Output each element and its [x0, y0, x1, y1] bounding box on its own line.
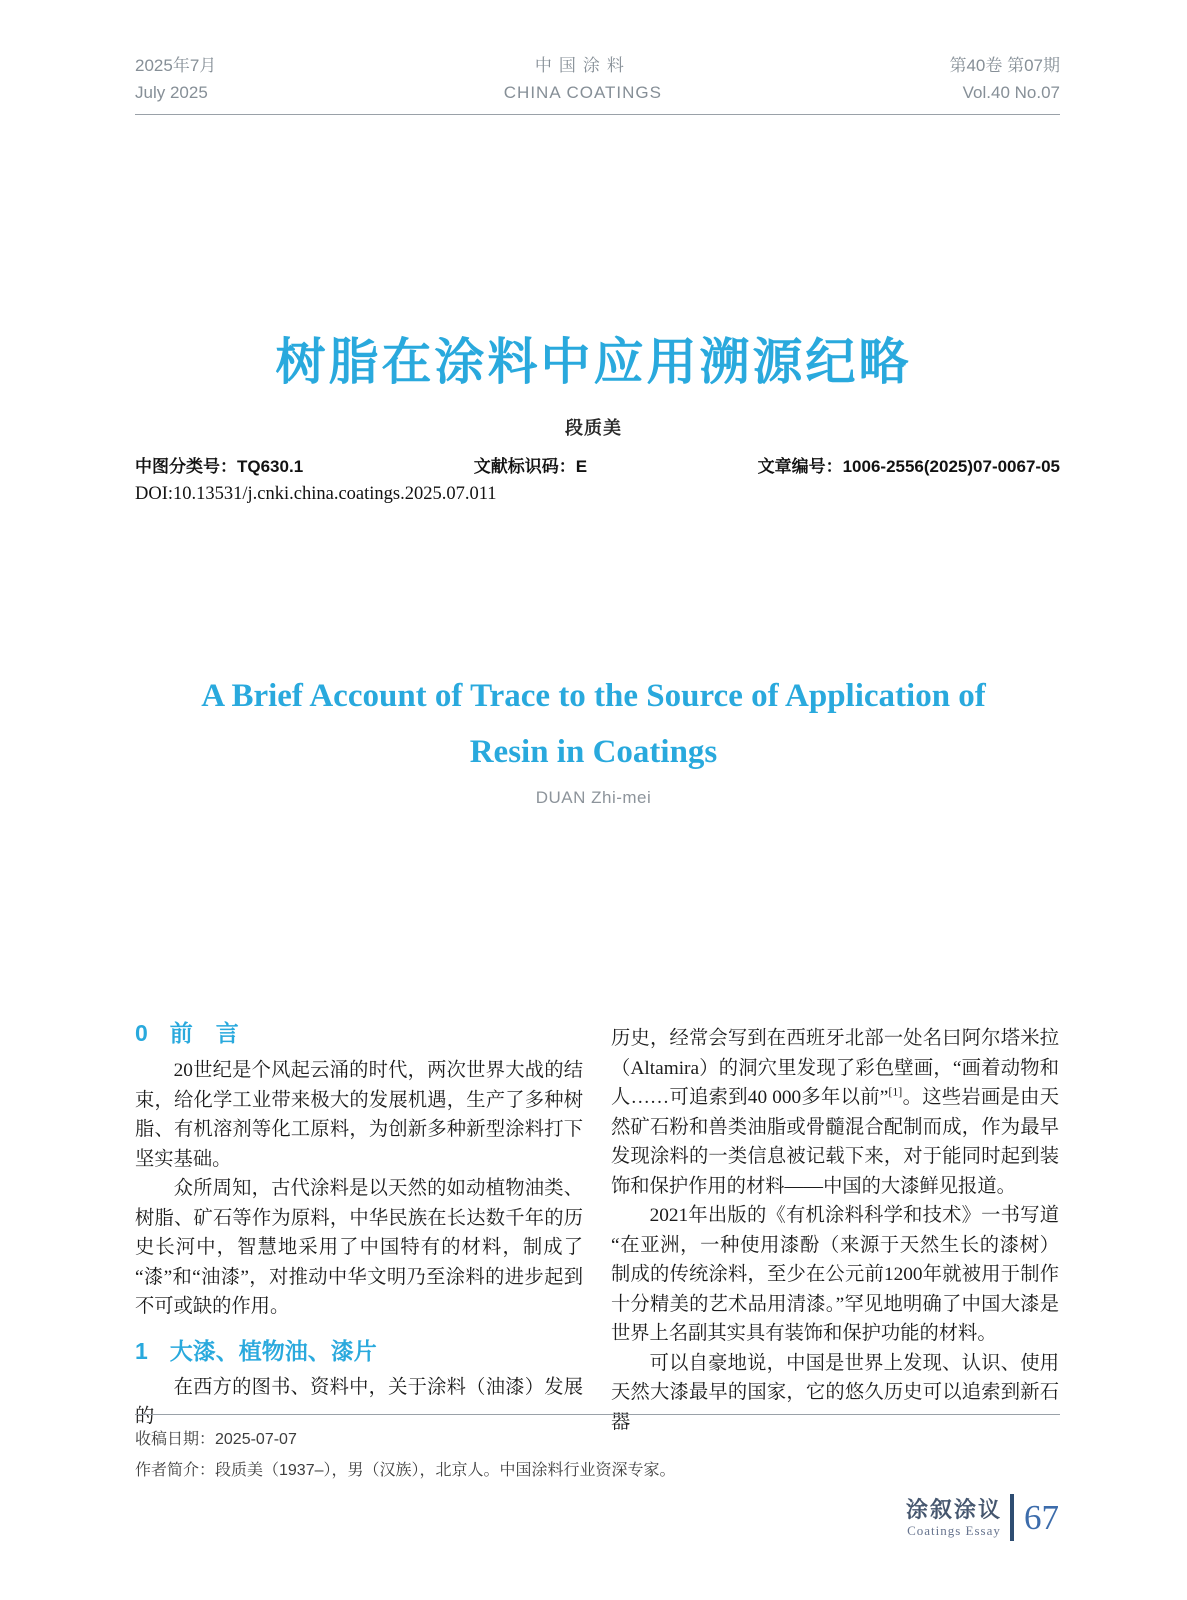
- page-number: 67: [1024, 1498, 1059, 1537]
- paragraph-section1-cont-text: 历史，经常会写到在西班牙北部一处名曰阿尔塔米拉（Altamira）的洞穴里发现了彩色壁画，“画着动物和人……可追索到40 000多年以前”: [611, 1028, 1059, 1108]
- footnote-author-bio: 作者简介：段质美（1937–），男（汉族），北京人。中国涂料行业资深专家。: [135, 1462, 676, 1479]
- footer-divider-bar: [1010, 1494, 1014, 1541]
- body-column-left: [135, 1018, 583, 1437]
- reference-marker-1: [1]: [888, 1084, 903, 1099]
- meta-article-id: 文章编号：1006-2556(2025)07-0067-05: [757, 457, 1060, 476]
- paragraph-book-2021: 2021年出版的《有机涂料科学和技术》一书写道“在亚洲，一种使用漆酚（来源于天然生长的漆树）制成的传统涂料，至少在公元前1200年就被用于制作十分精美的艺术品用清漆。”罕见地明确了中国大漆是世界上名副其实具有装饰和保护功能的材料。: [611, 1205, 1059, 1344]
- meta-doi: DOI:10.13531/j.cnki.china.coatings.2025.07.011: [135, 484, 497, 504]
- header-date-en: July 2025: [135, 83, 208, 102]
- article-meta-row: [135, 452, 1060, 477]
- section-1-number: 1: [135, 1337, 148, 1364]
- body-columns: [135, 1018, 1060, 1437]
- article-title-en: [0, 668, 1187, 780]
- header-issue-zh: 第40卷 第07期: [949, 56, 1060, 75]
- paragraph-section1-start: 在西方的图书、资料中，关于涂料（油漆）发展的: [135, 1376, 583, 1427]
- paragraph-section1-cont-text2: 。这些岩画是由天然矿石粉和兽类油脂或骨髓混合配制而成，作为最早发现涂料的一类信息被记载下来，对于能同时起到装饰和保护作用的材料——中国的大漆鲜见报道。: [611, 1087, 1059, 1197]
- article-title-zh: 树脂在涂料中应用溯源纪略: [275, 334, 912, 390]
- article-title-en-line1: A Brief Account of Trace to the Source of Application of: [201, 678, 986, 714]
- header-journal-en: CHINA COATINGS: [503, 83, 662, 102]
- body-column-right: [611, 1018, 1059, 1437]
- meta-doc-code: 文献标识码：E: [473, 457, 588, 476]
- footer-column-name-en: Coatings Essay: [907, 1522, 1001, 1538]
- footnote-divider: [135, 1414, 1060, 1415]
- paragraph-intro-1: 20世纪是个风起云涌的时代，两次世界大战的结束，给化学工业带来极大的发展机遇，生产了多种树脂、有机溶剂等化工原料，为创新多种新型涂料打下坚实基础。: [135, 1060, 583, 1170]
- section-0-title: 前 言: [169, 1020, 239, 1046]
- running-head: [135, 52, 1060, 106]
- article-author-en: DUAN Zhi-mei: [535, 788, 652, 807]
- section-1-title: 大漆、植物油、漆片: [169, 1337, 377, 1364]
- article-author-zh: 段质美: [565, 418, 622, 438]
- footnote-received-date: 收稿日期：2025-07-07: [135, 1431, 297, 1448]
- header-issue: [949, 52, 1060, 106]
- header-divider: [135, 114, 1060, 115]
- section-heading-1: [135, 1336, 583, 1366]
- footnotes: [135, 1424, 1060, 1486]
- header-date: [135, 52, 216, 106]
- footer-brand: [906, 1494, 1059, 1541]
- header-journal: [504, 52, 662, 106]
- header-journal-zh: 中国涂料: [534, 56, 631, 75]
- footer-column-name-zh: 涂叙涂议: [905, 1496, 1002, 1522]
- header-date-zh: 2025年7月: [135, 56, 217, 75]
- header-issue-en: Vol.40 No.07: [962, 83, 1060, 102]
- meta-clc: 中图分类号：TQ630.1: [135, 457, 304, 476]
- article-title-en-line2: Resin in Coatings: [469, 734, 718, 770]
- section-heading-0: [135, 1018, 583, 1048]
- paragraph-pride: 可以自豪地说，中国是世界上发现、认识、使用天然大漆最早的国家，它的悠久历史可以追索到新石器: [611, 1352, 1059, 1433]
- section-0-number: 0: [135, 1020, 148, 1046]
- paragraph-intro-2: 众所周知，古代涂料是以天然的如动植物油类、树脂、矿石等作为原料，中华民族在长达数千年的历史长河中，智慧地采用了中国特有的材料，制成了“漆”和“油漆”，对推动中华文明乃至涂料的进步起到不可或缺的作用。: [135, 1178, 583, 1317]
- footer-column-name: [906, 1497, 1002, 1539]
- paragraph-section1-cont: [611, 1024, 1059, 1201]
